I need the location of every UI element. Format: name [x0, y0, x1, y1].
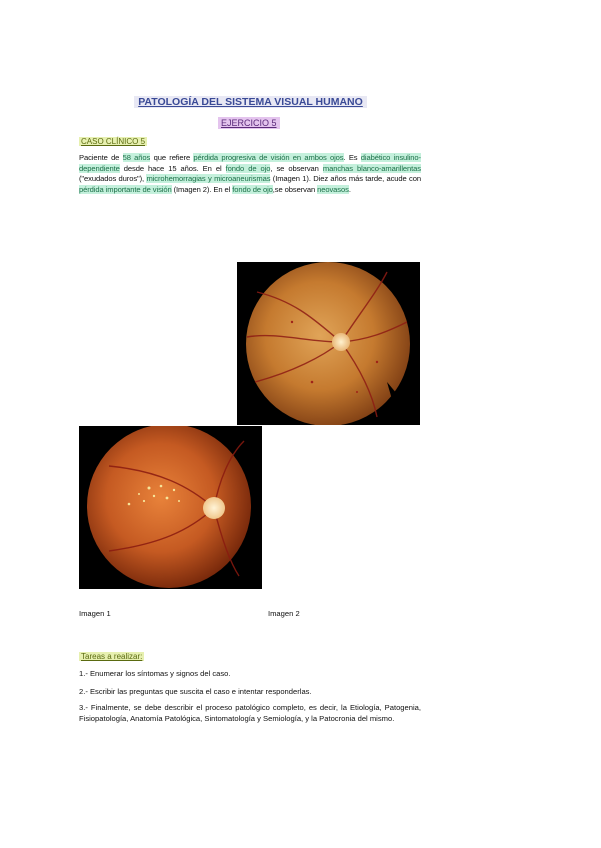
case-label: CASO CLÍNICO 5 [81, 137, 146, 146]
highlight-neovessels: neovasos [317, 184, 349, 194]
highlight-microaneurysms: microhemorragias y microaneurismas [146, 174, 271, 184]
task-2: 2.- Escribir las preguntas que suscita el caso e intentar responderlas. [79, 687, 312, 696]
caption-image-2: Imagen 2 [268, 609, 300, 618]
document-title: PATOLOGÍA DEL SISTEMA VISUAL HUMANO [0, 96, 501, 108]
exercise-heading: EJERCICIO 5 [218, 117, 280, 129]
highlight-symptom: pérdida progresiva de visión en ambos ojos [193, 153, 344, 162]
highlight-diabetes: diabético insulino-dependiente [79, 153, 421, 173]
highlight-exudates: manchas blanco-amarillentas [322, 163, 421, 173]
highlight-age: 58 años [122, 153, 151, 162]
tasks-label: Tareas a realizar: [81, 652, 143, 661]
case-description: Paciente de 58 años que refiere pérdida progresiva de visión en ambos ojos. Es diabético insulino-dependiente desde hace 15 años. En el fondo de ojo, se observan manchas blanco-amarillentas ("exudados duros"), microhemorragias y microaneurismas (Imagen 1). Diez años más tarde, acude con pérdida importante de visión (Imagen 2). En el fondo de ojo,se observan neovasos. [79, 153, 421, 194]
task-1: 1.- Enumerar los síntomas y signos del caso. [79, 669, 231, 678]
caption-image-1: Imagen 1 [79, 609, 111, 618]
highlight-fundus: fondo de ojo [225, 163, 271, 173]
fundus-image-left [79, 426, 262, 589]
fundus-image-top [237, 262, 420, 425]
task-3: 3.- Finalmente, se debe describir el proceso patológico completo, es decir, la Etiología, Patogenia, Fisiopatología, Anatomía Patológica, Sintomatología y Semiología, y la Patocronia del mismo. [79, 703, 421, 723]
highlight-fundus-2: fondo de ojo [232, 184, 273, 194]
highlight-vision-loss: pérdida importante de visión [79, 184, 172, 194]
